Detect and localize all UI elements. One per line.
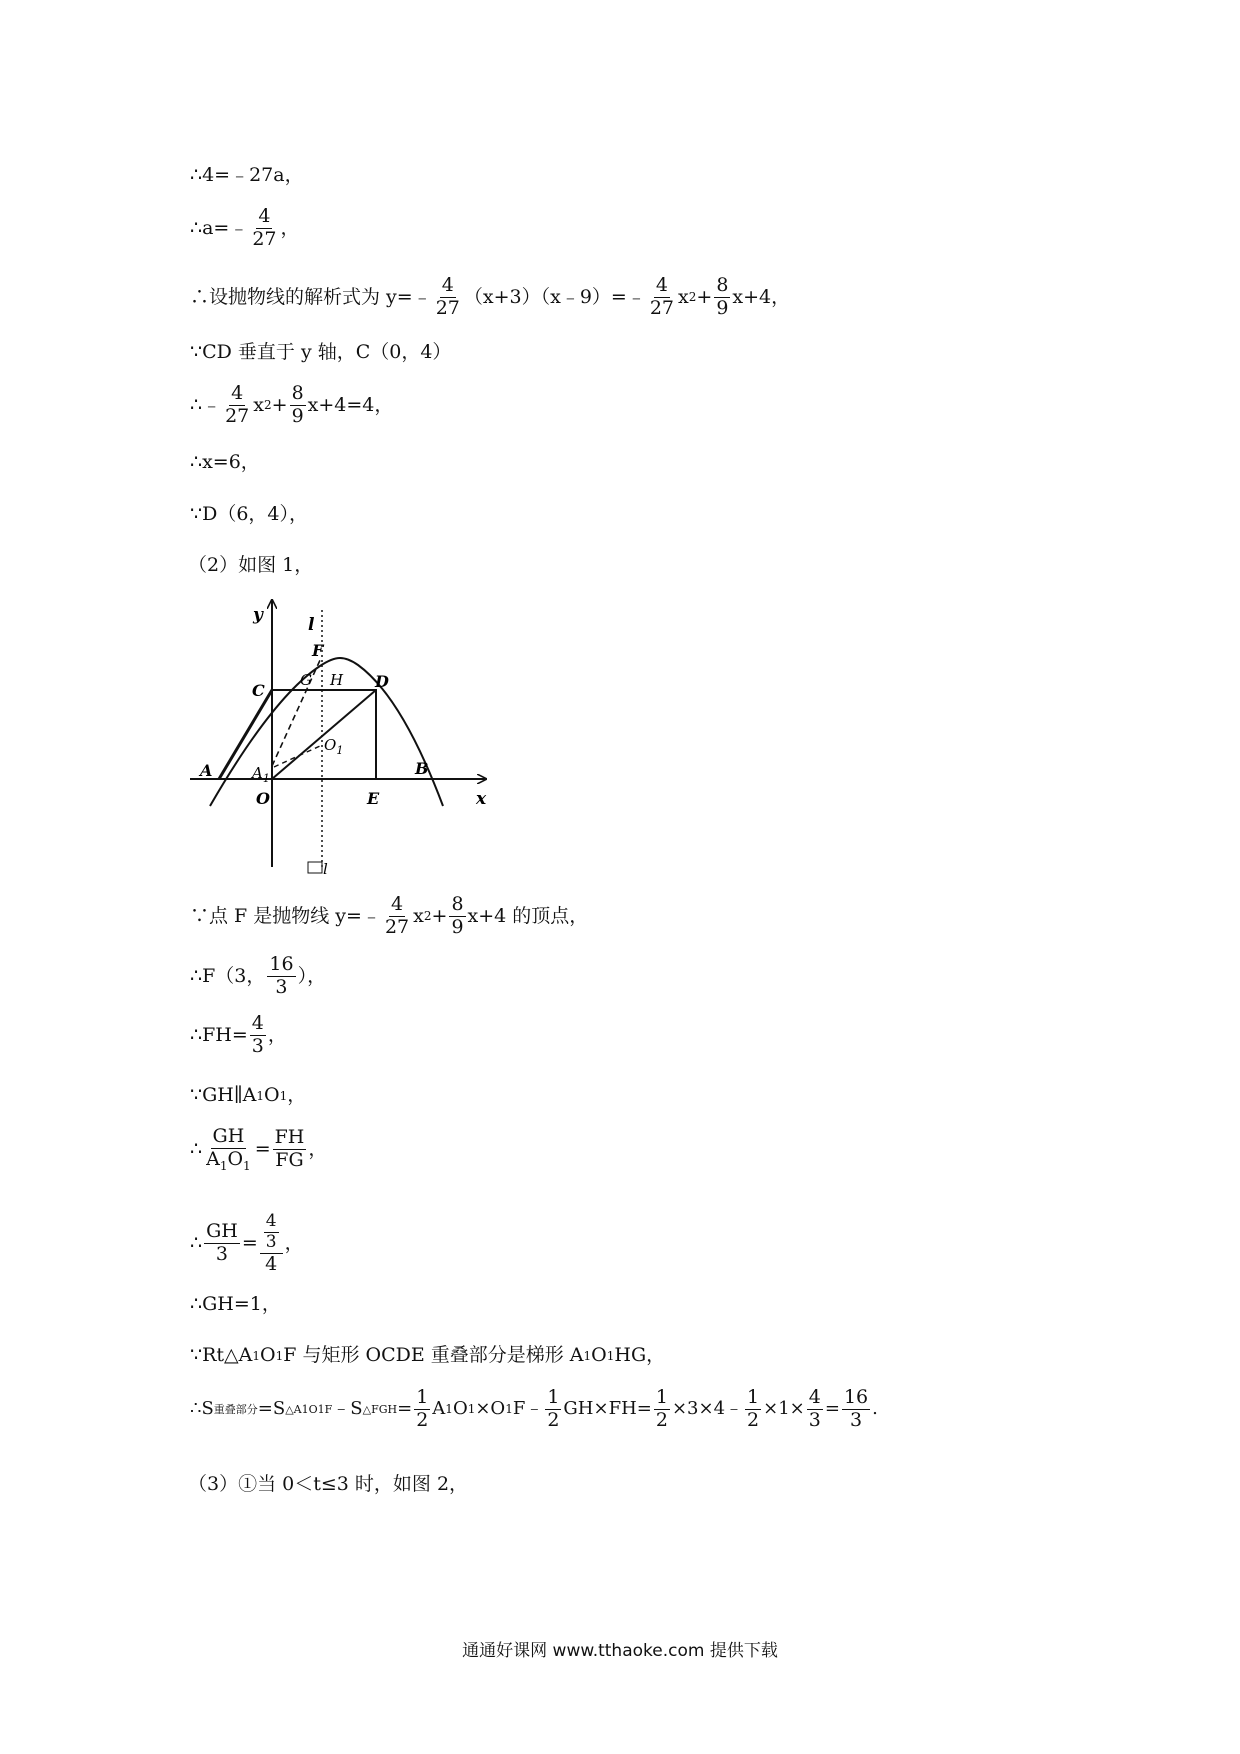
- text: x+4=4，: [307, 393, 394, 416]
- label-g: G: [300, 671, 312, 689]
- text: ，: [284, 1232, 304, 1255]
- numerator: 4: [231, 382, 244, 404]
- label-a: A: [200, 761, 213, 780]
- text: ∴: [190, 1232, 203, 1255]
- denominator: 9: [451, 915, 464, 938]
- segment-od: [272, 690, 376, 779]
- numerator: 1: [747, 1386, 760, 1408]
- fraction: [250, 207, 278, 250]
- label-c: C: [252, 681, 265, 700]
- numerator: 4: [391, 893, 404, 915]
- step-1-text: ∴4=﹣27a，: [190, 164, 304, 186]
- subscript: 1: [606, 1348, 615, 1363]
- op: +: [431, 904, 448, 927]
- exponent: 2: [423, 909, 432, 924]
- text: x+4 的顶点，: [467, 904, 589, 927]
- text: （2）如图 1，: [188, 554, 314, 576]
- denominator: 3: [275, 975, 288, 998]
- step-2-prefix: ∴a=﹣: [190, 216, 249, 239]
- step-4: [190, 343, 451, 362]
- step-3: [190, 276, 790, 319]
- step-1: [190, 166, 304, 185]
- text: ，: [267, 1023, 287, 1046]
- label-h: H: [330, 671, 344, 689]
- numerator: [260, 1213, 283, 1254]
- text: ﹣S: [332, 1398, 363, 1420]
- op: +: [696, 285, 713, 308]
- label-o1: $O_1$: [324, 736, 344, 757]
- numerator: 4: [808, 1386, 821, 1408]
- subscript: △FGH: [362, 1402, 398, 1416]
- denominator: 2: [547, 1408, 560, 1431]
- text: （3）①当 0＜t≤3 时，如图 2，: [188, 1473, 469, 1495]
- step-7: [190, 505, 308, 524]
- text: ∵Rt△A: [190, 1344, 253, 1366]
- numerator: 8: [291, 382, 304, 404]
- numerator: 8: [451, 893, 464, 915]
- fraction: [654, 1388, 670, 1431]
- denominator: 3: [849, 1408, 863, 1431]
- denominator: 9: [291, 404, 304, 427]
- text: ∴x=6，: [190, 451, 260, 473]
- denominator: 4: [265, 1252, 278, 1275]
- step-16: [190, 1346, 665, 1365]
- op: =: [824, 1398, 840, 1420]
- step-11: [190, 1014, 287, 1057]
- segment-ac: [219, 690, 272, 779]
- fraction: [449, 895, 465, 938]
- denominator: 2: [655, 1408, 668, 1431]
- fraction: [204, 1222, 240, 1265]
- step-17: [190, 1388, 878, 1431]
- subscript: 1: [445, 1402, 453, 1417]
- step-2: [190, 207, 300, 250]
- label-e: E: [367, 789, 380, 808]
- exponent: 2: [264, 398, 272, 413]
- fraction: [414, 1388, 430, 1431]
- text: .: [872, 1398, 878, 1420]
- step-5: [190, 384, 393, 427]
- label-l-bottom: l: [323, 860, 328, 877]
- text: ∴F（3，: [190, 964, 266, 987]
- subscript: 1: [467, 1402, 476, 1417]
- text: O: [591, 1344, 607, 1366]
- text: ∴﹣: [190, 393, 222, 416]
- figure-1: [190, 592, 500, 877]
- fraction: [267, 955, 295, 998]
- step-9: [190, 895, 588, 938]
- fraction: [842, 1388, 870, 1431]
- compound-fraction: [260, 1213, 283, 1275]
- label-d: D: [375, 672, 389, 691]
- step-10: [190, 955, 326, 998]
- text: ×3×4﹣: [671, 1398, 744, 1420]
- text: ∵D（6，4），: [190, 503, 308, 525]
- text: F﹣: [512, 1398, 544, 1420]
- text: ∴设抛物线的解析式为 y=﹣: [190, 285, 432, 308]
- label-a1: $A_1$: [252, 764, 270, 785]
- fraction: [204, 1127, 253, 1172]
- fraction: [807, 1388, 823, 1431]
- var: x: [413, 904, 424, 927]
- text: x+4，: [732, 285, 791, 308]
- numerator: 4: [251, 1012, 264, 1034]
- step-6: [190, 453, 260, 472]
- denominator: 27: [435, 296, 460, 319]
- numerator: 4: [265, 1211, 277, 1231]
- denominator: 27: [252, 227, 277, 250]
- fraction: [223, 384, 251, 427]
- fraction: [745, 1388, 761, 1431]
- subscript: 重叠部分: [213, 1402, 258, 1416]
- numerator: 8: [716, 274, 729, 296]
- segment-a1f: [272, 658, 321, 766]
- denominator: 3: [215, 1243, 229, 1266]
- fraction: [714, 276, 730, 319]
- text: ，: [308, 1138, 328, 1161]
- numerator: GH: [206, 1220, 238, 1243]
- subscript: 1: [583, 1348, 592, 1363]
- numerator: 1: [655, 1386, 668, 1408]
- step-13: [190, 1127, 327, 1172]
- text: （x+3）（x﹣9）=﹣: [463, 285, 646, 308]
- subscript: 1: [219, 1158, 228, 1173]
- label-x: x: [476, 789, 487, 809]
- denominator: 27: [384, 915, 410, 938]
- figure-1-svg: [190, 592, 500, 877]
- text: F 与矩形 OCDE 重叠部分是梯形 A: [283, 1344, 584, 1366]
- text: O: [227, 1147, 244, 1170]
- fraction: [434, 276, 462, 319]
- exponent: 2: [688, 290, 697, 305]
- denominator: 3: [251, 1034, 264, 1057]
- denominator: 27: [225, 404, 250, 427]
- text: ∴FH=: [190, 1023, 248, 1046]
- text: =S: [257, 1398, 286, 1420]
- text: A: [432, 1398, 446, 1420]
- step-18: [188, 1475, 468, 1494]
- label-l-top: l: [308, 615, 315, 635]
- subscript: 1: [279, 1088, 288, 1103]
- text: ∵点 F 是抛物线 y=﹣: [190, 904, 381, 927]
- op: =: [397, 1398, 413, 1420]
- text: ∴S: [190, 1398, 214, 1420]
- subscript: △A1O1F: [285, 1402, 333, 1416]
- numerator: 16: [843, 1386, 869, 1408]
- text: ×1×: [763, 1398, 805, 1420]
- label-b: B: [415, 759, 429, 778]
- text: A: [206, 1147, 220, 1170]
- numerator: 16: [269, 953, 294, 975]
- numerator: GH: [212, 1125, 245, 1147]
- stamp-box: [308, 862, 322, 873]
- subscript: 1: [505, 1402, 513, 1417]
- text: ），: [297, 964, 327, 987]
- step-14: [190, 1213, 304, 1275]
- text: ∵CD 垂直于 y 轴，C（0，4）: [190, 341, 452, 363]
- numerator: 4: [441, 274, 454, 296]
- fraction: [383, 895, 411, 938]
- fraction: [273, 1128, 307, 1171]
- var: x: [678, 285, 689, 308]
- footer-source: 通通好课网 www.tthaoke.com 提供下载: [462, 1641, 778, 1661]
- subscript: 1: [252, 1348, 261, 1363]
- numerator: 1: [547, 1386, 560, 1408]
- subscript: 1: [243, 1158, 251, 1173]
- step-15: [190, 1295, 281, 1314]
- fraction: [545, 1388, 561, 1431]
- step-8: [188, 556, 313, 575]
- fraction: [250, 1014, 266, 1057]
- text: ∵GH∥A: [190, 1084, 257, 1106]
- denominator: 2: [747, 1408, 760, 1431]
- text: ×O: [475, 1398, 506, 1420]
- text: GH×FH=: [563, 1398, 652, 1420]
- text: O: [260, 1344, 276, 1366]
- denominator: [204, 1149, 253, 1172]
- denominator: 3: [265, 1231, 277, 1252]
- denominator: 27: [649, 296, 675, 319]
- text: HG，: [614, 1344, 666, 1366]
- var: x: [253, 393, 264, 416]
- label-y: y: [253, 605, 263, 625]
- numerator: 4: [655, 274, 668, 296]
- fraction: [290, 384, 306, 427]
- denominator: FG: [275, 1149, 304, 1172]
- fraction: [264, 1213, 279, 1252]
- text: O: [452, 1398, 468, 1420]
- text: ∴: [190, 1138, 203, 1161]
- text: ，: [287, 1084, 307, 1106]
- op: =: [241, 1232, 258, 1255]
- step-12: [190, 1086, 306, 1105]
- label-f: F: [312, 641, 324, 660]
- fraction: [648, 276, 676, 319]
- op: =: [254, 1138, 271, 1161]
- subscript: 1: [256, 1088, 264, 1103]
- subscript: 1: [275, 1348, 284, 1363]
- punct: ，: [280, 216, 300, 239]
- numerator: FH: [274, 1126, 305, 1149]
- op: +: [271, 393, 288, 416]
- text: O: [263, 1084, 280, 1106]
- denominator: 3: [808, 1408, 821, 1431]
- numerator: 1: [416, 1386, 429, 1408]
- denominator: 2: [416, 1408, 429, 1431]
- text: ∴GH=1，: [190, 1293, 281, 1315]
- label-o: O: [256, 789, 270, 808]
- denominator: 9: [716, 296, 729, 319]
- numerator: 4: [258, 205, 271, 227]
